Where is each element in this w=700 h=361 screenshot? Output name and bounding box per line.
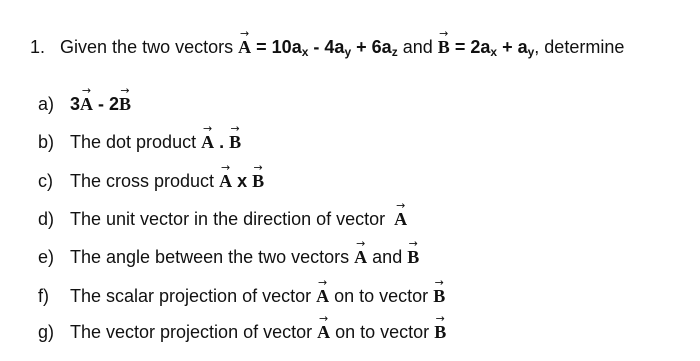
part-e <box>38 237 420 268</box>
part-label: d) <box>38 209 55 229</box>
part-text: The scalar projection of vector <box>70 286 317 306</box>
vector-a: → A <box>80 84 94 114</box>
vector-b: → B <box>119 84 132 114</box>
part-text: The dot product <box>70 132 202 152</box>
part-operator: - 2 <box>93 94 120 114</box>
vector-b: → B <box>252 161 265 191</box>
part-text: The unit vector in the direction of vector <box>70 209 391 229</box>
part-f <box>38 276 446 307</box>
part-text: 3 <box>70 94 81 114</box>
part-operator: x <box>232 171 253 191</box>
part-d <box>38 199 408 230</box>
vector-a-expression: $10a_x - 4a_y + 6a_z$ <box>271 37 398 59</box>
vector-a: → A <box>317 312 331 342</box>
vector-b: → B <box>434 312 447 342</box>
vector-a: → A <box>201 122 215 152</box>
part-label: g) <box>38 322 55 342</box>
part-a <box>38 84 132 115</box>
vector-b: → B <box>229 122 242 152</box>
part-b <box>38 122 242 153</box>
arrow-icon: → <box>356 237 366 250</box>
arrow-icon: → <box>319 312 329 325</box>
vector-a: → A <box>219 161 233 191</box>
vector-b: → B <box>433 276 446 306</box>
part-text: The cross product <box>70 171 220 191</box>
arrow-icon: → <box>434 276 444 289</box>
arrow-icon: → <box>220 161 231 174</box>
vector-b: → B <box>407 237 420 267</box>
arrow-icon: → <box>318 276 328 289</box>
arrow-icon: → <box>230 122 240 135</box>
arrow-icon: → <box>202 122 213 135</box>
problem-statement <box>30 27 625 59</box>
part-g <box>38 312 447 343</box>
vector-a: → A <box>316 276 330 306</box>
part-label: b) <box>38 132 55 152</box>
part-label: e) <box>38 247 55 267</box>
arrow-icon: → <box>81 84 92 97</box>
and-text: and <box>402 37 433 57</box>
part-label: f) <box>38 286 49 306</box>
part-connector: and <box>367 247 408 267</box>
part-c <box>38 161 265 192</box>
part-connector: on to vector <box>330 322 435 342</box>
part-label: c) <box>38 171 53 191</box>
equals-sign: = <box>454 37 466 57</box>
vector-b: → B <box>437 27 450 57</box>
part-text: The angle between the two vectors <box>70 247 355 267</box>
arrow-icon: → <box>439 27 449 40</box>
equals-sign: = <box>256 37 267 57</box>
arrow-icon: → <box>435 312 445 325</box>
problem-number: 1. <box>30 37 46 57</box>
vector-b-expression: $2a_x + a_y$ <box>470 37 535 59</box>
arrow-icon: → <box>396 199 406 212</box>
part-label: a) <box>38 94 55 114</box>
arrow-icon: → <box>253 161 263 174</box>
vector-a: → A <box>238 27 252 57</box>
vector-a: → A <box>394 199 408 229</box>
part-text: The vector projection of vector <box>70 322 318 342</box>
problem-intro: Given the two vectors <box>60 37 234 57</box>
vector-a: → A <box>354 237 368 267</box>
part-operator: . <box>214 132 230 152</box>
arrow-icon: → <box>240 27 250 40</box>
arrow-icon: → <box>120 84 130 97</box>
arrow-icon: → <box>408 237 418 250</box>
determine-text: , determine <box>534 37 625 57</box>
part-connector: on to vector <box>329 286 434 306</box>
